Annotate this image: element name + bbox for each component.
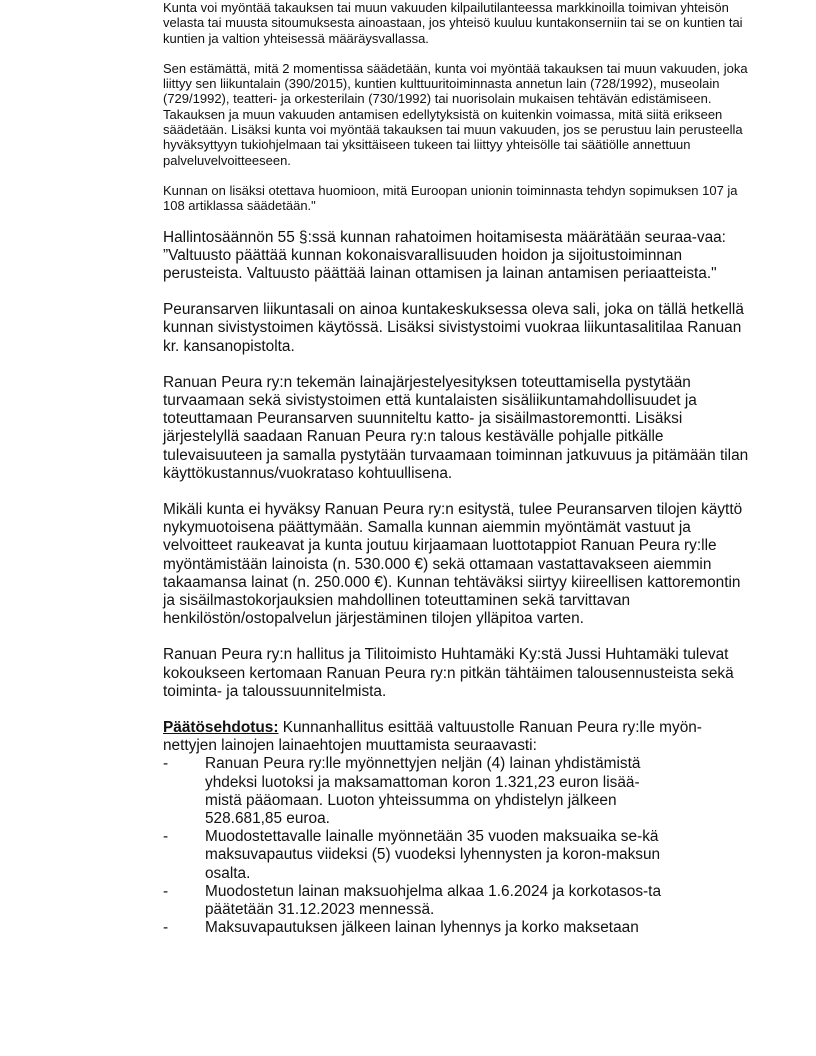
law-paragraph-3: Kunnan on lisäksi otettava huomioon, mitä Euroopan unionin toiminnasta tehdyn sopimuksen 107 ja 108 artiklassa säädetään." bbox=[163, 182, 738, 214]
law-paragraph-1: Kunta voi myöntää takauksen tai muun vakuuden kilpailutilanteessa markkinoilla toimivan yhteisön velasta tai muusta sitoumuksesta ainoastaan, jos yhteisö kuuluu kuntakonserniin tai se on kuntien tai kuntien ja valtion yhteisessä määräysvallassa. bbox=[163, 0, 743, 46]
dash-bullet-icon: - bbox=[163, 828, 169, 846]
law-excerpt bbox=[163, 0, 753, 214]
proposal-label: Päätösehdotus: bbox=[163, 719, 279, 737]
paragraph-jos-ei-hyvaksy: Mikäli kunta ei hyväksy Ranuan Peura ry:n esitystä, tulee Peuransarven tilojen käyttö nykymuotoisena päättymään. Samalla kunnan aiemmin myöntämät vastuut ja velvoitteet raukeavat ja kunta joutuu kirjaamaan luottotappiot Ranuan Peura ry:lle myöntämistään lainoista (n. 530.000 €) sekä ottamaan vastattavakseen aiemmin takaamansa lainat (n. 250.000 €). Kunnan tehtäväksi siirtyy kiireellisen kattoremontin ja sisäilmastokorjauksien mahdollinen toteuttaminen sekä tarvittavan henkilöstön/ostopalvelun järjestäminen tilojen ylläpitoa varten. bbox=[163, 501, 743, 628]
hallintosaanto-section bbox=[163, 229, 753, 284]
dash-bullet-icon: - bbox=[163, 755, 169, 773]
proposal-item: - Muodostettavalle lainalle myönnetään 35 vuoden maksuaika se-kä maksuvapautus viideksi (5) vuodeksi lyhennysten ja koron-maksun osalta. bbox=[163, 828, 661, 882]
body-text bbox=[163, 229, 753, 938]
dash-bullet-icon: - bbox=[163, 882, 169, 900]
proposal-text: Kunnanhallitus esittää valtuustolle Ranuan Peura ry:lle myön-nettyjen lainojen lainaehtojen muuttamista seuraavasti: bbox=[163, 719, 702, 755]
hallintosaanto-intro: Hallintosäännön 55 §:ssä kunnan rahatoimen hoitamisesta määrätään seuraa-vaa: bbox=[163, 228, 726, 246]
law-paragraph-2: Sen estämättä, mitä 2 momentissa säädetään, kunta voi myöntää takauksen tai muun vakuuden, joka liittyy sen liikuntalain (390/2015), kuntien kulttuuritoiminnasta annetun lain (728/1992), museolain (729/1992), teatteri- ja orkesterilain (730/1992) tai nuorisolain mukaisen tehtävän edistämiseen. Takauksen ja muun vakuuden antamisen edellytyksistä on kuitenkin voimassa, mitä siitä erikseen säädetään. Lisäksi kunta voi myöntää takauksen tai muun vakuuden, jos se perustuu lain perusteella hyväksyttyyn tukiohjelmaan tai yksittäiseen tukeen tai liittyy yhteisölle tai säätiölle annettuun palveluvelvoitteeseen. bbox=[163, 60, 748, 168]
paragraph-liikuntasali: Peuransarven liikuntasali on ainoa kuntakeskuksessa oleva sali, joka on tällä hetkellä kunnan sivistystoimen käytössä. Lisäksi sivistystoimi vuokraa liikuntasalitilaa Ranuan kr. kansanopistolta. bbox=[163, 301, 744, 355]
proposal-list bbox=[163, 755, 753, 937]
hallintosaanto-quote: ”Valtuusto päättää kunnan kokonaisvarallisuuden hoidon ja sijoitustoiminnan perusteista. Valtuusto päättää lainan ottamisen ja lainan antamisen periaatteista." bbox=[163, 246, 717, 282]
proposal-item: - Ranuan Peura ry:lle myönnettyjen neljän (4) lainan yhdistämistä yhdeksi luotoksi ja maksamattoman koron 1.321,23 euron lisää-mistä pääomaan. Luoton yhteissumma on yhdistelyn jälkeen 528.681,85 euroa. bbox=[163, 755, 641, 828]
dash-bullet-icon: - bbox=[163, 919, 169, 937]
document-page bbox=[163, 0, 753, 937]
paragraph-kokous: Ranuan Peura ry:n hallitus ja Tilitoimisto Huhtamäki Ky:stä Jussi Huhtamäki tulevat kokoukseen kertomaan Ranuan Peura ry:n pitkän tähtäimen talousennusteista sekä toiminta- ja taloussuunnitelmista. bbox=[163, 646, 734, 700]
paragraph-lainajarjestely: Ranuan Peura ry:n tekemän lainajärjestelyesityksen toteuttamisella pystytään turvaamaan sekä sivistystoimen että kuntalaisten sisäliikuntamahdollisuudet ja toteuttamaan Peuransarven suunniteltu katto- ja sisäilmastoremontti. Lisäksi järjestelyllä saadaan Ranuan Peura ry:n talous kestävälle pohjalle pitkälle tulevaisuuteen ja samalla pystytään turvaamaan toiminnan jatkuvuus ja pitämään tilan käyttökustannus/vuokrataso kohtuullisena. bbox=[163, 373, 749, 482]
proposal-item: - Maksuvapautuksen jälkeen lainan lyhennys ja korko maksetaan bbox=[163, 919, 639, 937]
proposal-section bbox=[163, 719, 753, 937]
proposal-item: - Muodostetun lainan maksuohjelma alkaa 1.6.2024 ja korkotasos-ta päätetään 31.12.2023 mennessä. bbox=[163, 882, 662, 919]
